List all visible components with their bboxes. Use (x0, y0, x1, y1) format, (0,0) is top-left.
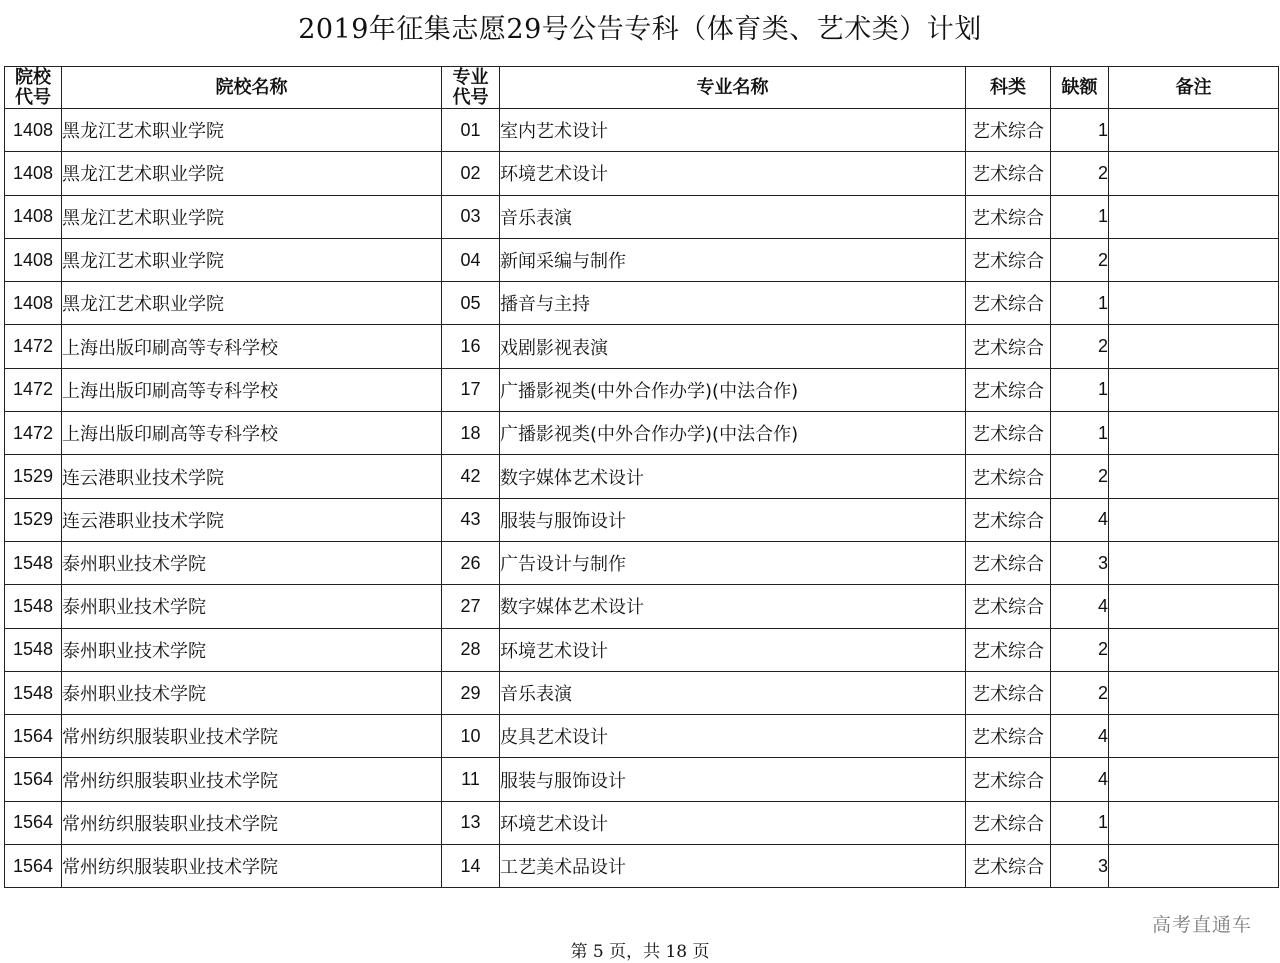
cell-major-name: 音乐表演 (500, 671, 966, 714)
header-major-code (442, 67, 500, 109)
cell-category: 艺术综合 (966, 498, 1051, 541)
cell-category: 艺术综合 (966, 238, 1051, 281)
cell-school-code: 1564 (5, 845, 62, 888)
table-row (5, 801, 1279, 844)
cell-major-name: 播音与主持 (500, 282, 966, 325)
table-row (5, 282, 1279, 325)
cell-major-code: 05 (442, 282, 500, 325)
header-vacancy: 缺额 (1051, 67, 1109, 109)
table-row (5, 455, 1279, 498)
cell-major-name: 音乐表演 (500, 195, 966, 238)
cell-school-name: 常州纺织服装职业技术学院 (62, 758, 442, 801)
cell-major-code: 29 (442, 671, 500, 714)
cell-major-code: 28 (442, 628, 500, 671)
cell-school-name: 泰州职业技术学院 (62, 671, 442, 714)
cell-category: 艺术综合 (966, 455, 1051, 498)
cell-major-name: 戏剧影视表演 (500, 325, 966, 368)
header-major-code-line1: 专业 (452, 66, 489, 88)
cell-school-name: 泰州职业技术学院 (62, 628, 442, 671)
cell-vacancy: 3 (1051, 845, 1109, 888)
cell-major-code: 17 (442, 368, 500, 411)
cell-school-name: 常州纺织服装职业技术学院 (62, 845, 442, 888)
cell-remarks (1109, 541, 1279, 584)
page-footer: 第 5 页，共 18 页 (570, 942, 710, 962)
cell-school-code: 1408 (5, 152, 62, 195)
table-row (5, 412, 1279, 455)
cell-major-name: 室内艺术设计 (500, 109, 966, 152)
cell-vacancy: 1 (1051, 801, 1109, 844)
cell-major-name: 新闻采编与制作 (500, 238, 966, 281)
cell-school-name: 连云港职业技术学院 (62, 498, 442, 541)
cell-vacancy: 4 (1051, 498, 1109, 541)
cell-major-code: 16 (442, 325, 500, 368)
cell-school-code: 1564 (5, 758, 62, 801)
cell-remarks (1109, 368, 1279, 411)
cell-remarks (1109, 845, 1279, 888)
cell-remarks (1109, 585, 1279, 628)
cell-remarks (1109, 455, 1279, 498)
cell-school-name: 泰州职业技术学院 (62, 541, 442, 584)
cell-major-name: 工艺美术品设计 (500, 845, 966, 888)
cell-vacancy: 2 (1051, 455, 1109, 498)
cell-category: 艺术综合 (966, 282, 1051, 325)
table-row (5, 715, 1279, 758)
table-row (5, 628, 1279, 671)
cell-category: 艺术综合 (966, 412, 1051, 455)
cell-vacancy: 1 (1051, 412, 1109, 455)
cell-school-code: 1564 (5, 801, 62, 844)
cell-vacancy: 1 (1051, 195, 1109, 238)
cell-major-name: 服装与服饰设计 (500, 498, 966, 541)
cell-category: 艺术综合 (966, 585, 1051, 628)
cell-school-code: 1564 (5, 715, 62, 758)
header-category: 科类 (966, 67, 1051, 109)
cell-vacancy: 4 (1051, 585, 1109, 628)
cell-vacancy: 4 (1051, 758, 1109, 801)
cell-school-code: 1529 (5, 498, 62, 541)
cell-school-code: 1548 (5, 628, 62, 671)
table-row (5, 238, 1279, 281)
cell-major-code: 01 (442, 109, 500, 152)
cell-remarks (1109, 498, 1279, 541)
header-major-name: 专业名称 (500, 67, 966, 109)
cell-school-code: 1472 (5, 368, 62, 411)
cell-vacancy: 3 (1051, 541, 1109, 584)
table-row (5, 195, 1279, 238)
cell-remarks (1109, 109, 1279, 152)
cell-major-code: 14 (442, 845, 500, 888)
table-row (5, 845, 1279, 888)
header-school-code (5, 67, 62, 109)
cell-school-name: 黑龙江艺术职业学院 (62, 238, 442, 281)
cell-category: 艺术综合 (966, 628, 1051, 671)
cell-school-code: 1529 (5, 455, 62, 498)
enrollment-plan-table (4, 66, 1279, 888)
cell-major-name: 环境艺术设计 (500, 628, 966, 671)
cell-school-name: 黑龙江艺术职业学院 (62, 282, 442, 325)
cell-major-name: 数字媒体艺术设计 (500, 455, 966, 498)
cell-vacancy: 1 (1051, 368, 1109, 411)
cell-category: 艺术综合 (966, 758, 1051, 801)
cell-major-name: 环境艺术设计 (500, 152, 966, 195)
cell-remarks (1109, 152, 1279, 195)
cell-school-name: 上海出版印刷高等专科学校 (62, 412, 442, 455)
cell-school-code: 1408 (5, 109, 62, 152)
cell-school-name: 上海出版印刷高等专科学校 (62, 368, 442, 411)
cell-vacancy: 1 (1051, 282, 1109, 325)
cell-major-code: 13 (442, 801, 500, 844)
cell-category: 艺术综合 (966, 845, 1051, 888)
cell-school-name: 黑龙江艺术职业学院 (62, 195, 442, 238)
header-remarks: 备注 (1109, 67, 1279, 109)
page-title: 2019年征集志愿29号公告专科（体育类、艺术类）计划 (298, 14, 982, 45)
cell-school-code: 1408 (5, 195, 62, 238)
table-row (5, 325, 1279, 368)
table-body (5, 109, 1279, 888)
cell-major-code: 27 (442, 585, 500, 628)
cell-major-name: 环境艺术设计 (500, 801, 966, 844)
header-school-code-line2: 代号 (15, 86, 51, 108)
cell-remarks (1109, 412, 1279, 455)
cell-remarks (1109, 282, 1279, 325)
cell-category: 艺术综合 (966, 325, 1051, 368)
table-row (5, 368, 1279, 411)
cell-major-code: 10 (442, 715, 500, 758)
cell-major-code: 43 (442, 498, 500, 541)
cell-major-code: 04 (442, 238, 500, 281)
cell-vacancy: 2 (1051, 671, 1109, 714)
cell-remarks (1109, 628, 1279, 671)
cell-remarks (1109, 671, 1279, 714)
cell-vacancy: 1 (1051, 109, 1109, 152)
cell-school-name: 上海出版印刷高等专科学校 (62, 325, 442, 368)
cell-major-name: 广告设计与制作 (500, 541, 966, 584)
cell-category: 艺术综合 (966, 671, 1051, 714)
cell-school-name: 常州纺织服装职业技术学院 (62, 715, 442, 758)
cell-vacancy: 2 (1051, 238, 1109, 281)
cell-category: 艺术综合 (966, 541, 1051, 584)
cell-vacancy: 2 (1051, 628, 1109, 671)
cell-school-code: 1548 (5, 585, 62, 628)
cell-vacancy: 4 (1051, 715, 1109, 758)
header-school-code-line1: 院校 (15, 66, 51, 88)
cell-school-code: 1408 (5, 282, 62, 325)
watermark: 高考直通车 (1151, 914, 1252, 936)
cell-category: 艺术综合 (966, 195, 1051, 238)
cell-remarks (1109, 325, 1279, 368)
cell-category: 艺术综合 (966, 368, 1051, 411)
cell-category: 艺术综合 (966, 109, 1051, 152)
cell-major-code: 18 (442, 412, 500, 455)
cell-major-name: 数字媒体艺术设计 (500, 585, 966, 628)
cell-remarks (1109, 715, 1279, 758)
cell-school-code: 1548 (5, 541, 62, 584)
table-row (5, 671, 1279, 714)
cell-major-name: 皮具艺术设计 (500, 715, 966, 758)
cell-vacancy: 2 (1051, 152, 1109, 195)
cell-school-code: 1472 (5, 325, 62, 368)
cell-major-code: 03 (442, 195, 500, 238)
cell-remarks (1109, 238, 1279, 281)
cell-school-name: 黑龙江艺术职业学院 (62, 109, 442, 152)
cell-major-code: 42 (442, 455, 500, 498)
table-row (5, 541, 1279, 584)
table-row (5, 152, 1279, 195)
cell-major-code: 02 (442, 152, 500, 195)
cell-major-name: 广播影视类(中外合作办学)(中法合作) (500, 368, 966, 411)
table-row (5, 109, 1279, 152)
table-row (5, 585, 1279, 628)
table-header-row (5, 67, 1279, 109)
table-row (5, 758, 1279, 801)
cell-school-code: 1408 (5, 238, 62, 281)
cell-school-name: 泰州职业技术学院 (62, 585, 442, 628)
cell-category: 艺术综合 (966, 801, 1051, 844)
cell-category: 艺术综合 (966, 715, 1051, 758)
cell-school-name: 常州纺织服装职业技术学院 (62, 801, 442, 844)
cell-school-name: 连云港职业技术学院 (62, 455, 442, 498)
cell-school-name: 黑龙江艺术职业学院 (62, 152, 442, 195)
header-major-code-line2: 代号 (452, 86, 489, 108)
cell-school-code: 1472 (5, 412, 62, 455)
header-school-name: 院校名称 (62, 67, 442, 109)
cell-major-name: 服装与服饰设计 (500, 758, 966, 801)
cell-major-code: 11 (442, 758, 500, 801)
cell-school-code: 1548 (5, 671, 62, 714)
table-row (5, 498, 1279, 541)
cell-remarks (1109, 801, 1279, 844)
cell-major-name: 广播影视类(中外合作办学)(中法合作) (500, 412, 966, 455)
cell-remarks (1109, 195, 1279, 238)
cell-vacancy: 2 (1051, 325, 1109, 368)
cell-category: 艺术综合 (966, 152, 1051, 195)
cell-remarks (1109, 758, 1279, 801)
cell-major-code: 26 (442, 541, 500, 584)
